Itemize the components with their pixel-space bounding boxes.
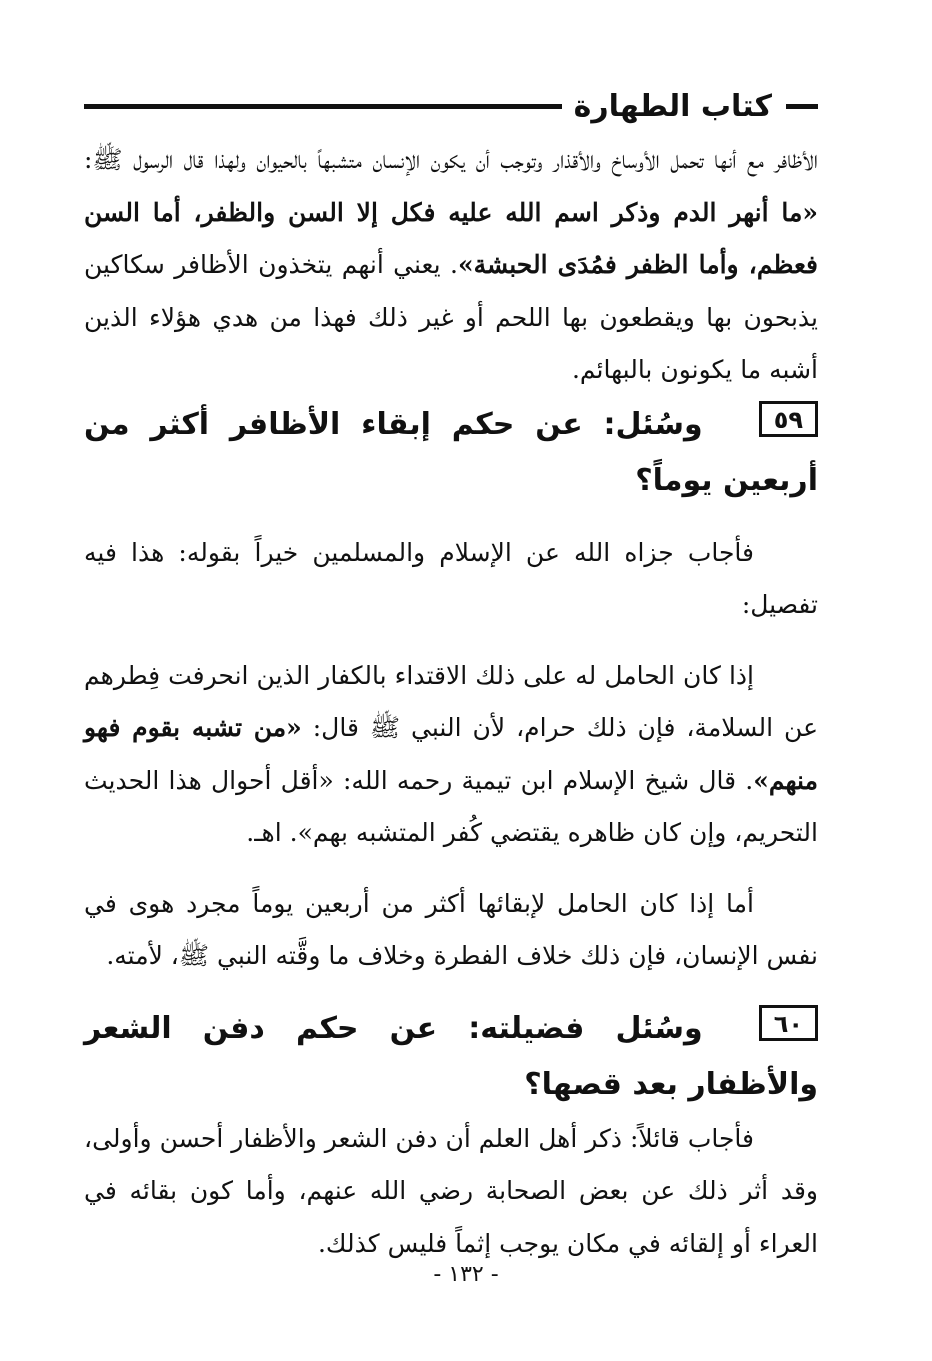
header-dash xyxy=(786,104,818,109)
answer-60: فأجاب قائلاً: ذكر أهل العلم أن دفن الشعر والأظفار أحسن وأولى، وقد أثر ذلك عن بعض الصحابة رضي الله عنهم، وأما كون بقائه في العراء أو إلقائه في مكان يوجب إثماً فليس كذلك. xyxy=(84,1123,818,1258)
answer-59-paragraph-1 xyxy=(84,650,818,860)
running-header xyxy=(84,84,818,128)
question-60-text: وسُئل فضيلته: عن حكم دفن الشعر والأظفار بعد قصها؟ xyxy=(84,1010,818,1102)
hadith-quote: «ما أنهر الدم وذكر اسم الله عليه فكل إلا السن والظفر، أما السن فعظم، وأما الظفر فمُدَى الحبشة» xyxy=(84,197,819,279)
paragraph-text: الأظافر مع أنها تحمل الأوساخ والأقذار وتوجب أن يكون الإنسان متشبهاً بالحيوان ولهذا قال الرسول ﷺ: xyxy=(84,145,818,174)
paragraph-text: إذا كان الحامل له على ذلك الاقتداء بالكفار الذين انحرفت فِطرهم عن السلامة، فإن ذلك حرام، لأن النبي ﷺ قال: xyxy=(84,660,818,742)
page-body xyxy=(84,134,818,1270)
question-60 xyxy=(84,1001,818,1113)
paragraph-text: . قال شيخ الإسلام ابن تيمية رحمه الله: «أقل أحوال هذا الحديث التحريم، وإن كان ظاهره يقتضي كُفر المتشبه بهم». اهـ. xyxy=(84,765,818,847)
header-rule xyxy=(84,104,562,109)
question-59-text: وسُئل: عن حكم إبقاء الأظافر أكثر من أربعين يوماً؟ xyxy=(84,406,818,498)
answer-59-intro: فأجاب جزاه الله عن الإسلام والمسلمين خيراً بقوله: هذا فيه تفصيل: xyxy=(84,537,818,619)
chapter-title: كتاب الطهارة xyxy=(573,88,772,124)
answer-59-paragraph-2: أما إذا كان الحامل لإبقائها أكثر من أربعين يوماً مجرد هوى في نفس الإنسان، فإن ذلك خلاف الفطرة وخلاف ما وقَّته النبي ﷺ، لأمته. xyxy=(84,888,818,970)
paragraph-continuation xyxy=(84,134,818,397)
page-number: - ١٣٢ - xyxy=(433,1262,499,1287)
hadith-quote: «من تشبه بقوم فهو منهم» xyxy=(84,713,818,795)
question-59 xyxy=(84,397,818,509)
question-number-60: ٦٠ xyxy=(759,1005,818,1041)
paragraph-text: . يعني أنهم يتخذون الأظافر سكاكين يذبحون بها ويقطعون بها اللحم أو غير ذلك فهذا من هدي هؤلاء الذين أشبه ما يكونون بالبهائم. xyxy=(84,250,818,384)
question-number-59: ٥٩ xyxy=(759,401,818,437)
